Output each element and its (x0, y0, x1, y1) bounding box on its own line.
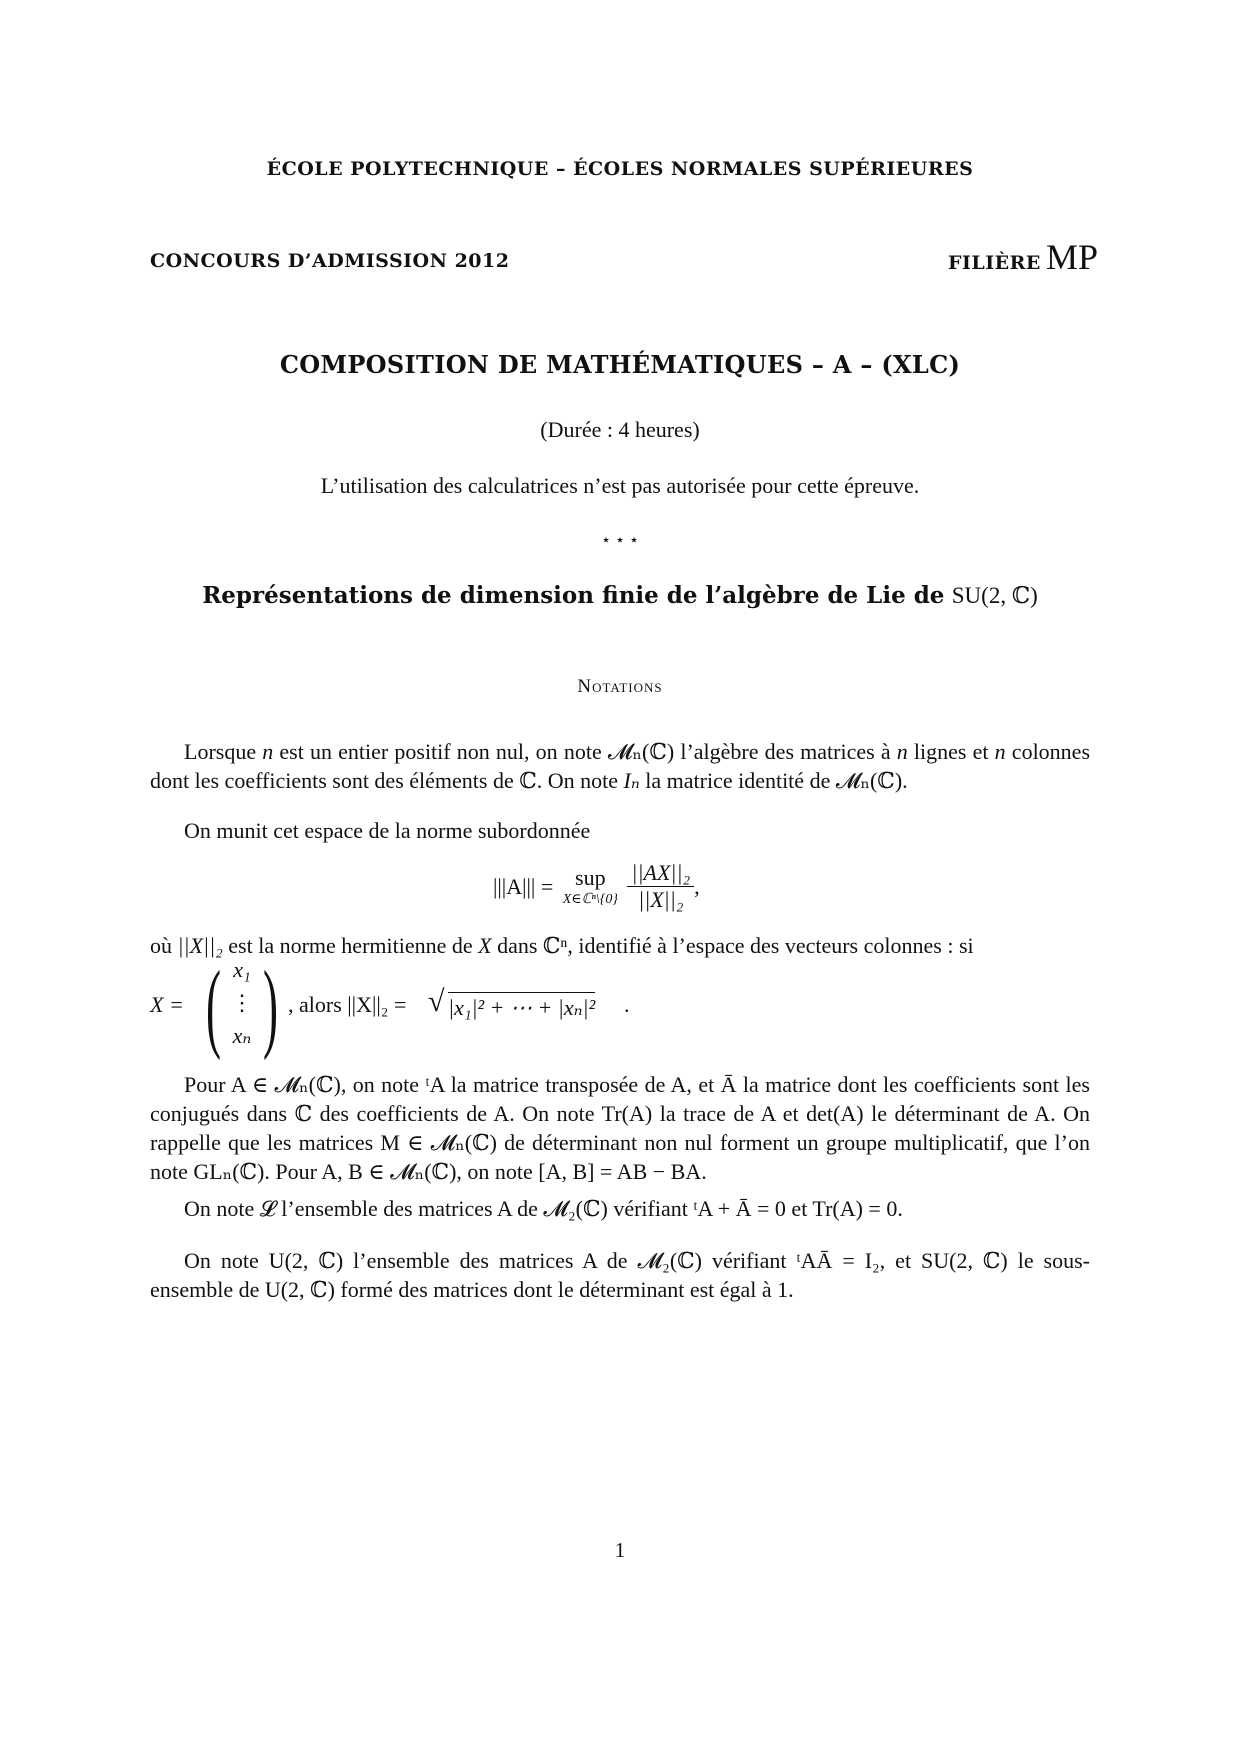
sqrt-symbol: √ (428, 985, 445, 1018)
p1-matrix-space-2: 𝓜ₙ(ℂ) (835, 768, 903, 793)
vector-entry-dots: ⋮ (231, 990, 253, 1015)
p3-norm: ||X||₂ (177, 933, 223, 958)
vector-entry-first: x₁ (233, 957, 251, 982)
notation-paragraph-2: On munit cet espace de la norme subordonnée (184, 818, 591, 843)
p3-text-d: , identifié à l’espace des vecteurs colonnes : si (567, 933, 974, 958)
p1-text-g: . (902, 768, 908, 793)
norm-fraction (627, 860, 694, 913)
vector-entry-last: xₙ (232, 1023, 252, 1048)
exam-title: COMPOSITION DE MATHÉMATIQUES – A – (XLC) (279, 350, 961, 379)
fraction-numerator: ||AX||₂ (627, 860, 694, 887)
sup-operator: sup (575, 865, 606, 890)
vector-entries (222, 957, 262, 1056)
norm-sup (563, 865, 618, 908)
p1-text-f: la matrice identité de (639, 768, 836, 793)
fraction-denominator: ||X||₂ (638, 887, 684, 912)
p3-text-a: où (150, 933, 178, 958)
sup-subscript: X∈ℂⁿ\{0} (562, 892, 618, 907)
notation-paragraph-5: On note 𝓛 l’ensemble des matrices A de 𝓜₂(ℂ) vérifiant ᵗA + Ā = 0 et Tr(A) = 0. (184, 1196, 903, 1221)
notation-paragraph-3 (150, 931, 1090, 960)
notation-paragraph-6: On note U(2, ℂ) l’ensemble des matrices A de 𝓜₂(ℂ) vérifiant ᵗAĀ = I₂, et SU(2, ℂ) le sous-ensemble de U(2, ℂ) formé des matrices dont le déterminant est égal à 1. (150, 1248, 1090, 1302)
notation-paragraph-4: Pour A ∈ 𝓜ₙ(ℂ), on note ᵗA la matrice transposée de A, et Ā la matrice dont les coefficients sont les conjugués dans ℂ des coefficients de A. On note Tr(A) la trace de A et det(A) le déterminant de A. On rappelle que les matrices M ∈ 𝓜ₙ(ℂ) de déterminant non nul forment un groupe multiplicatif, que l’on note GLₙ(ℂ). Pour A, B ∈ 𝓜ₙ(ℂ), on note [A, B] = AB − BA. (150, 1072, 1090, 1184)
p3-var-x: X (478, 933, 492, 958)
p1-var-n: n (262, 739, 274, 764)
notation-paragraph-1 (150, 737, 1090, 795)
vector-lhs: X = (150, 992, 184, 1017)
p1-text-d: lignes et (907, 739, 995, 764)
p1-var-n-cols: n (994, 739, 1006, 764)
sqrt-radicand: |x₁|² + ⋯ + |xₙ|² (448, 992, 595, 1021)
p3-text-b: est la norme hermitienne de (222, 933, 479, 958)
page-number: 1 (614, 1538, 626, 1562)
subject-group: SU(2, ℂ) (951, 583, 1038, 608)
subject-title (0, 582, 1240, 609)
right-paren: ) (263, 950, 278, 1061)
subject-title-text: Représentations de dimension finie de l’algèbre de Lie de (202, 582, 945, 609)
norm-trail: , (694, 873, 700, 899)
concours-label: CONCOURS D’ADMISSION 2012 (150, 250, 510, 272)
filiere-block (948, 236, 1098, 278)
p1-text-e: colonnes dont les coefficients sont des éléments de ℂ. On note (150, 739, 1091, 793)
notations-heading: Notations (577, 676, 663, 697)
p3-space: ℂⁿ (542, 933, 568, 958)
exam-duration: (Durée : 4 heures) (540, 417, 700, 442)
p1-text-c: l’algèbre des matrices à (674, 739, 897, 764)
norm-lhs: |||A||| = (493, 873, 554, 899)
p1-matrix-space: 𝓜ₙ(ℂ) (607, 739, 675, 764)
left-paren: ( (206, 950, 221, 1061)
p1-var-n-rows: n (896, 739, 908, 764)
p3-text-c: dans (491, 933, 543, 958)
p1-identity: Iₙ (623, 768, 640, 793)
separator-stars: ⋆ ⋆ ⋆ (600, 532, 640, 549)
norm-formula (493, 860, 700, 930)
institution-header: ÉCOLE POLYTECHNIQUE – ÉCOLES NORMALES SUPÉRIEURES (266, 158, 974, 180)
p1-text-b: est un entier positif non nul, on note (273, 739, 608, 764)
vector-end: . (624, 992, 630, 1017)
filiere-label: FILIÈRE (947, 252, 1041, 274)
calculator-note: L’utilisation des calculatrices n’est pas autorisée pour cette épreuve. (320, 473, 920, 498)
vector-norm-eq: , alors ||X||₂ = (288, 992, 407, 1017)
p1-text-a: Lorsque (184, 739, 263, 764)
filiere-value: MP (1045, 237, 1098, 277)
